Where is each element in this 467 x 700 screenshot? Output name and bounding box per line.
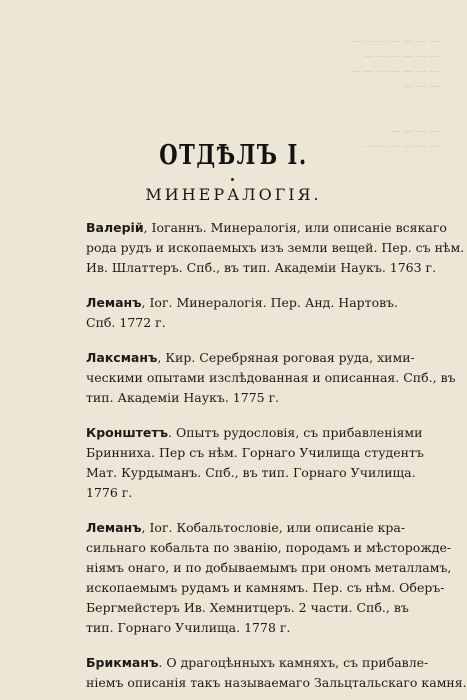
entry-author: Брикманъ	[86, 655, 159, 670]
entry-author: Кронштетъ	[86, 425, 169, 440]
entry-line	[86, 348, 422, 368]
entry-line: Бергмейстеръ Ив. Хемнитцеръ. 2 части. Спб., въ	[86, 600, 409, 615]
entry-text: , Кир. Серебряная роговая руда, хими-	[157, 350, 415, 365]
bibliography-entry	[86, 293, 422, 333]
entry-text: , Іоганнъ. Минералогія, или описаніе всякаго	[143, 220, 447, 235]
bibliography-entry	[86, 348, 456, 408]
entry-line: Спб. 1772 г.	[86, 315, 166, 330]
entry-line: тип. Горнаго Училища. 1778 г.	[86, 620, 291, 635]
section-heading: ОТДѢЛЪ I.	[159, 140, 308, 171]
entry-line: ископаемымъ рудамъ и камнямъ. Пер. съ нѣм. Оберъ-	[86, 580, 445, 595]
entry-line: сильнаго кобальта по званію, породамъ и мѣсторожде-	[86, 540, 452, 555]
bibliography-entry	[86, 518, 452, 638]
entry-line	[86, 218, 447, 238]
entry-line: Бринниха. Пер съ нѣм. Горнаго Училища студентъ	[86, 445, 424, 460]
entry-line	[86, 653, 429, 673]
bibliography-entry	[86, 423, 422, 503]
entry-author: Леманъ	[86, 520, 142, 535]
bleed-through-text: — — — — — — — — — — — — — — — — — — — — — — — — — — — — — — — — —	[350, 36, 440, 152]
entry-author: Леманъ	[86, 295, 142, 310]
bibliography-entry	[86, 653, 467, 693]
entry-line	[86, 423, 422, 443]
entry-text: . Опытъ рудословія, съ прибавленіями	[168, 425, 423, 440]
entry-text: . О драгоцѣнныхъ камняхъ, съ прибавле-	[158, 655, 429, 670]
section-subheading: МИНЕРАЛОГІЯ.	[145, 185, 322, 204]
entry-text: , Іог. Кобальтословіе, или описаніе кра-	[141, 520, 406, 535]
bibliography-entry	[86, 218, 465, 278]
entry-line: 1776 г.	[86, 485, 133, 500]
entry-line: ческими опытами изслѣдованная и описанная. Спб., въ	[86, 370, 456, 385]
entry-text: , Іог. Минералогія. Пер. Анд. Нартовъ.	[141, 295, 399, 310]
entry-line: тип. Академіи Наукъ. 1775 г.	[86, 390, 280, 405]
entry-author: Валерій	[86, 220, 144, 235]
bibliography-list	[86, 218, 467, 700]
heading-dot	[231, 178, 234, 181]
entry-line: Ив. Шлаттеръ. Спб., въ тип. Академіи Наукъ. 1763 г.	[86, 260, 437, 275]
entry-line: рода рудъ и ископаемыхъ изъ земли вещей. Пер. съ нѣм.	[86, 240, 465, 255]
entry-line: ніемъ описанія такъ называемаго Зальцтальскаго камня.	[86, 675, 467, 690]
entry-author: Лаксманъ	[86, 350, 158, 365]
entry-line: ніямъ онаго, и по добываемымъ при ономъ металламъ,	[86, 560, 452, 575]
entry-line: Мат. Курдыманъ. Спб., въ тип. Горнаго Училища.	[86, 465, 416, 480]
entry-line	[86, 293, 422, 313]
entry-line	[86, 518, 422, 538]
